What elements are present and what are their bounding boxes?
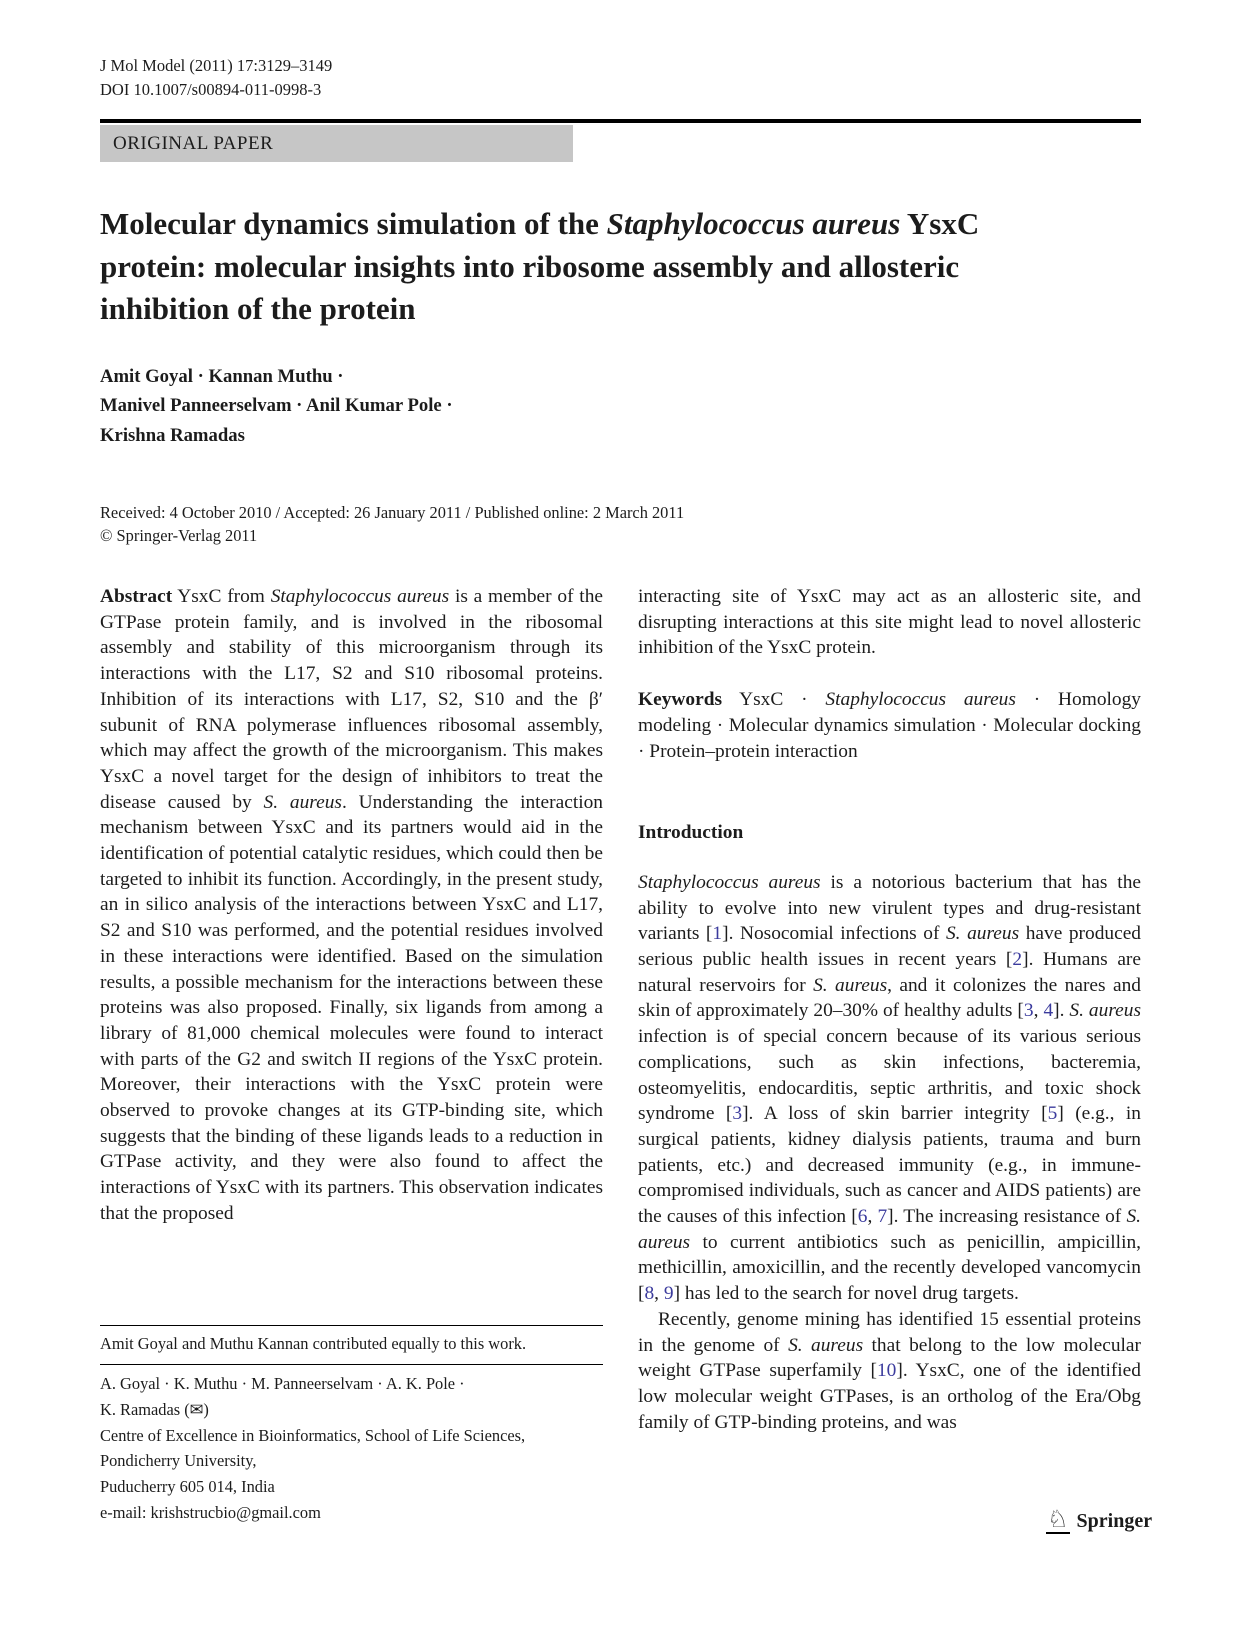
publication-dates [100, 501, 684, 547]
citation-link[interactable]: 6 [857, 1206, 868, 1228]
affiliation-corresponding-line [100, 1397, 603, 1423]
keywords-paragraph: Keywords YsxC · Staphylococcus aureus · Homology modeling · Molecular dynamics simulation · Molecular docking · Protein–protein interaction [638, 689, 1141, 762]
citation-link[interactable]: 10 [876, 1360, 897, 1382]
affiliation-authors-line: A. Goyal · K. Muthu · M. Panneerselvam · A. K. Pole · [100, 1374, 465, 1393]
affiliation-city-line: Puducherry 605 014, India [100, 1477, 275, 1497]
journal-line: J Mol Model (2011) 17:3129–3149 [100, 56, 333, 75]
abstract-paragraph: Abstract YsxC from Staphylococcus aureus is a member of the GTPase protein family, and is involved in the ribosomal assembly and stability of this microorganism through its interactions with the L17, S2 and S10 ribosomal proteins. Inhibition of its interactions with L17, S2, S10 and the β′ subunit of RNA polymerase influences ribosomal assembly, which may affect the growth of the microorganism. This makes YsxC a novel target for the design of inhibitors to treat the disease caused by S. aureus. Understanding the interaction mechanism between YsxC and its partners would aid in the identification of potential catalytic residues, which could then be targeted to inhibit its function. Accordingly, in the present study, an in silico analysis of the interactions between YsxC and L17, S2 and S10 was performed, and the potential residues involved in these interactions were identified. Based on the simulation results, a possible mechanism for the interactions between these proteins was also proposed. Finally, six ligands from among a library of 81,000 chemical molecules were found to interact with parts of the G2 and switch II regions of the YsxC protein. Moreover, their interactions with the YsxC protein were observed to provoke changes at its GTP-binding site, which suggests that the binding of these ligands leads to a reduction in GTPase activity, and they were also found to affect the interactions of YsxC with its partners. This observation indicates that the proposed [100, 586, 603, 1224]
received-line: Received: 4 October 2010 / Accepted: 26 January 2011 / Published online: 2 March 2011 [100, 503, 685, 522]
author-line: Amit Goyal · Kannan Muthu · [100, 366, 344, 387]
citation-link[interactable]: 9 [663, 1283, 674, 1305]
abstract-continuation: interacting site of YsxC may act as an allosteric site, and disrupting interactions at this site might lead to novel allosteric inhibition of the YsxC protein. [638, 586, 1141, 659]
citation-link[interactable]: 3 [1023, 1000, 1034, 1022]
affiliation-university-line: Pondicherry University, [100, 1451, 257, 1471]
doi-line: DOI 10.1007/s00894-011-0998-3 [100, 80, 322, 99]
envelope-icon: ✉ [189, 1399, 204, 1419]
springer-wordmark: Springer [1076, 1510, 1153, 1532]
header-divider [100, 119, 1141, 123]
right-column [638, 584, 1141, 1435]
left-column [100, 584, 603, 1227]
citation-link[interactable]: 7 [877, 1206, 888, 1228]
author-line: Krishna Ramadas [100, 424, 245, 446]
affiliation-institute-line: Centre of Excellence in Bioinformatics, School of Life Sciences, [100, 1425, 526, 1445]
corresponding-author-close: ) [203, 1399, 209, 1419]
author-list [100, 362, 453, 450]
citation-link[interactable]: 5 [1047, 1103, 1058, 1125]
email-link[interactable]: e-mail: krishstrucbio@gmail.com [100, 1502, 321, 1522]
citation-link[interactable]: 4 [1043, 1000, 1054, 1022]
citation-link[interactable]: 3 [732, 1103, 743, 1125]
corresponding-author-name: K. Ramadas ( [100, 1399, 190, 1419]
footnote-divider-bottom [100, 1364, 603, 1365]
affiliation-block [100, 1371, 603, 1526]
springer-logo [1046, 1508, 1152, 1534]
introduction-heading: Introduction [638, 822, 744, 844]
intro-paragraph-2: Recently, genome mining has identified 15 essential proteins in the genome of S. aureus that belong to the low molecular weight GTPase superfamily [10]. YsxC, one of the identified low molecular weight GTPases, is an ortholog of the Era/Obg family of GTP-binding proteins, and was [638, 1308, 1141, 1433]
intro-paragraph-1: Staphylococcus aureus is a notorious bacterium that has the ability to evolve into new virulent types and drug-resistant variants [1]. Nosocomial infections of S. aureus have produced serious public health issues in recent years [2]. Humans are natural reservoirs for S. aureus, and it colonizes the nares and skin of approximately 20–30% of healthy adults [3, 4]. S. aureus infection is of special concern because of its various serious complications, such as skin infections, bacteremia, osteomyelitis, endocarditis, septic arthritis, and toxic shock syndrome [3]. A loss of skin barrier integrity [5] (e.g., in surgical patients, kidney dialysis patients, trauma and burn patients, etc.) and decreased immunity (e.g., in immune-compromised individuals, such as cancer and AIDS patients) are the causes of this infection [6, 7]. The increasing resistance of S. aureus to current antibiotics such as penicillin, ampicillin, methicillin, amoxicillin, and the recently developed vancomycin [8, 9] has led to the search for novel drug targets. [638, 871, 1142, 1305]
citation-link[interactable]: 8 [644, 1283, 655, 1305]
springer-horse-icon: ♘ [1047, 1507, 1069, 1533]
footnote-divider-top [100, 1325, 603, 1326]
citation-link[interactable]: 2 [1012, 949, 1023, 971]
author-line: Manivel Panneerselvam · Anil Kumar Pole · [100, 395, 453, 417]
category-banner [100, 125, 573, 162]
citation-link[interactable]: 1 [712, 923, 723, 945]
equal-contribution-note: Amit Goyal and Muthu Kannan contributed equally to this work. [100, 1334, 527, 1353]
category-label: ORIGINAL PAPER [113, 132, 274, 154]
copyright-line: © Springer-Verlag 2011 [100, 526, 258, 545]
page-title: Molecular dynamics simulation of the Staphylococcus aureus YsxC protein: molecular insights into ribosome assembly and allosteric inhibition of the protein [100, 206, 980, 326]
footnote-block [100, 1325, 603, 1526]
journal-header [100, 54, 332, 102]
